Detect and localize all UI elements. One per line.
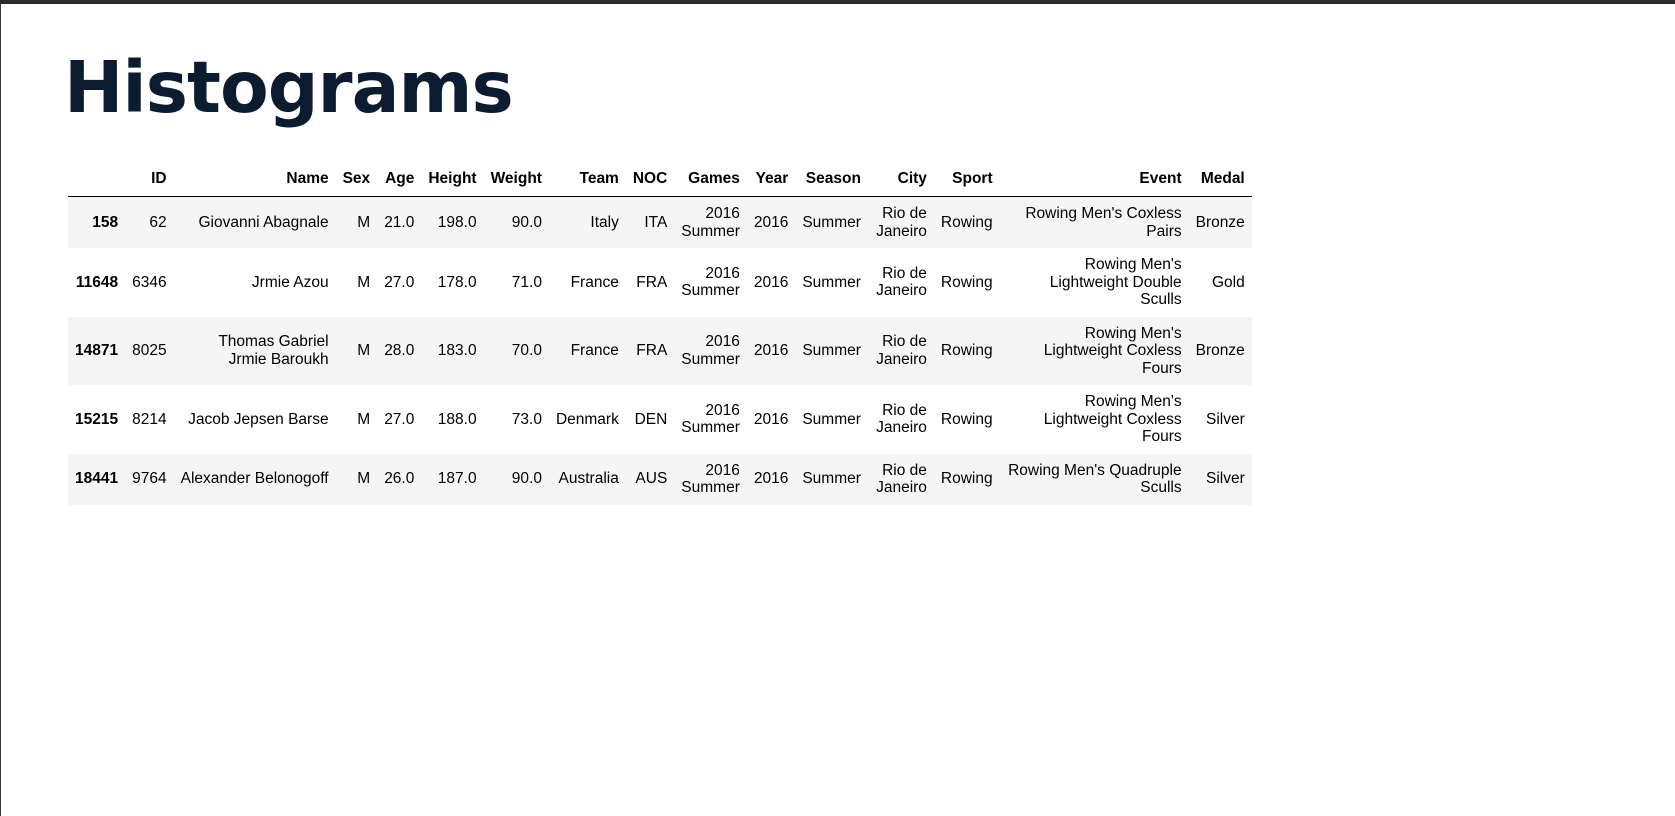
cell-city: Rio de Janeiro: [876, 205, 927, 240]
cell-noc: FRA: [636, 273, 668, 291]
cell-event: Rowing Men's Lightweight Coxless Fours: [1043, 324, 1182, 377]
column-header-age: Age: [377, 168, 421, 197]
cell-name: Jrmie Azou: [251, 273, 329, 291]
cell-sex: M: [357, 213, 371, 231]
cell-height: 178.0: [437, 273, 477, 291]
cell-sex: M: [357, 470, 371, 488]
cell-name: Thomas Gabriel Jrmie Baroukh: [218, 333, 329, 368]
cell-sport: Rowing: [940, 342, 993, 359]
cell-medal: Bronze: [1195, 213, 1245, 231]
cell-team: Italy: [590, 213, 619, 231]
cell-age: 27.0: [384, 273, 415, 291]
column-header-games: Games: [674, 168, 747, 197]
cell-season: Summer: [802, 342, 861, 359]
column-header-city: City: [868, 168, 934, 197]
cell-season: Summer: [802, 213, 861, 231]
column-header-height: Height: [421, 168, 483, 197]
cell-team: France: [570, 342, 619, 359]
row-index: 158: [92, 213, 119, 231]
column-header-sex: Sex: [336, 168, 378, 197]
cell-city: Rio de Janeiro: [876, 401, 927, 437]
column-header-index: [68, 168, 125, 197]
cell-weight: 90.0: [511, 470, 542, 488]
cell-games: 2016 Summer: [681, 461, 740, 496]
cell-games: 2016 Summer: [681, 401, 740, 437]
cell-season: Summer: [802, 470, 861, 488]
cell-sport: Rowing: [940, 410, 993, 428]
row-index: 11648: [75, 273, 119, 291]
cell-age: 21.0: [384, 213, 415, 231]
cell-name: Giovanni Abagnale: [198, 213, 329, 231]
row-index: 15215: [75, 410, 119, 428]
column-header-name: Name: [174, 168, 336, 197]
cell-height: 187.0: [437, 470, 477, 488]
cell-height: 183.0: [437, 342, 477, 359]
cell-event: Rowing Men's Lightweight Double Sculls: [1049, 256, 1182, 308]
dataframe-table: [68, 168, 1252, 505]
cell-city: Rio de Janeiro: [876, 333, 927, 368]
cell-sex: M: [357, 342, 371, 359]
cell-event: Rowing Men's Lightweight Coxless Fours: [1043, 393, 1182, 445]
cell-year: 2016: [753, 273, 789, 291]
cell-medal: Silver: [1205, 410, 1245, 428]
cell-noc: ITA: [644, 213, 668, 231]
cell-medal: Gold: [1212, 273, 1245, 291]
page-title: Histograms: [64, 46, 513, 129]
dataframe-container: [68, 168, 1252, 505]
cell-id: 6346: [132, 273, 167, 291]
cell-team: France: [570, 273, 619, 291]
column-header-medal: Medal: [1189, 168, 1252, 197]
cell-name: Jacob Jepsen Barse: [188, 410, 329, 428]
cell-medal: Silver: [1205, 470, 1245, 488]
cell-city: Rio de Janeiro: [876, 264, 927, 300]
column-header-weight: Weight: [484, 168, 549, 197]
cell-id: 62: [149, 213, 167, 231]
column-header-year: Year: [747, 168, 795, 197]
cell-season: Summer: [802, 410, 861, 428]
table-row: [68, 454, 1252, 505]
column-header-season: Season: [795, 168, 868, 197]
table-row: [68, 248, 1252, 317]
cell-id: 8025: [132, 342, 167, 359]
cell-medal: Bronze: [1195, 342, 1245, 359]
cell-games: 2016 Summer: [681, 205, 740, 240]
cell-height: 188.0: [437, 410, 477, 428]
cell-sex: M: [357, 410, 371, 428]
cell-name: Alexander Belonogoff: [180, 470, 329, 488]
table-row: [68, 385, 1252, 454]
cell-year: 2016: [753, 213, 789, 231]
cell-weight: 90.0: [511, 213, 542, 231]
cell-age: 27.0: [384, 410, 415, 428]
cell-sport: Rowing: [940, 273, 993, 291]
cell-age: 26.0: [384, 470, 415, 488]
cell-city: Rio de Janeiro: [876, 461, 927, 496]
column-header-id: ID: [125, 168, 173, 197]
cell-event: Rowing Men's Coxless Pairs: [1025, 205, 1182, 240]
cell-weight: 71.0: [511, 273, 542, 291]
table-row: [68, 317, 1252, 386]
cell-games: 2016 Summer: [681, 264, 740, 300]
cell-games: 2016 Summer: [681, 333, 740, 368]
cell-event: Rowing Men's Quadruple Sculls: [1008, 461, 1182, 496]
window-left-border: [0, 4, 1, 816]
cell-id: 8214: [132, 410, 167, 428]
row-index: 18441: [75, 470, 119, 488]
cell-noc: AUS: [635, 470, 668, 488]
column-header-noc: NOC: [626, 168, 674, 197]
cell-weight: 73.0: [511, 410, 542, 428]
table-row: [68, 197, 1252, 249]
cell-team: Australia: [558, 470, 619, 488]
cell-noc: FRA: [636, 342, 668, 359]
column-header-event: Event: [1000, 168, 1189, 197]
table-header-row: [68, 168, 1252, 197]
cell-sport: Rowing: [940, 213, 993, 231]
cell-height: 198.0: [437, 213, 477, 231]
cell-year: 2016: [753, 470, 789, 488]
cell-year: 2016: [753, 410, 789, 428]
window-top-border: [0, 0, 1675, 4]
cell-age: 28.0: [384, 342, 415, 359]
column-header-sport: Sport: [934, 168, 1000, 197]
cell-team: Denmark: [555, 410, 619, 428]
cell-sport: Rowing: [940, 470, 993, 488]
cell-noc: DEN: [634, 410, 668, 428]
cell-id: 9764: [132, 470, 167, 488]
cell-year: 2016: [753, 342, 789, 359]
cell-sex: M: [357, 273, 371, 291]
cell-weight: 70.0: [511, 342, 542, 359]
column-header-team: Team: [549, 168, 626, 197]
cell-season: Summer: [802, 273, 861, 291]
row-index: 14871: [75, 342, 119, 359]
